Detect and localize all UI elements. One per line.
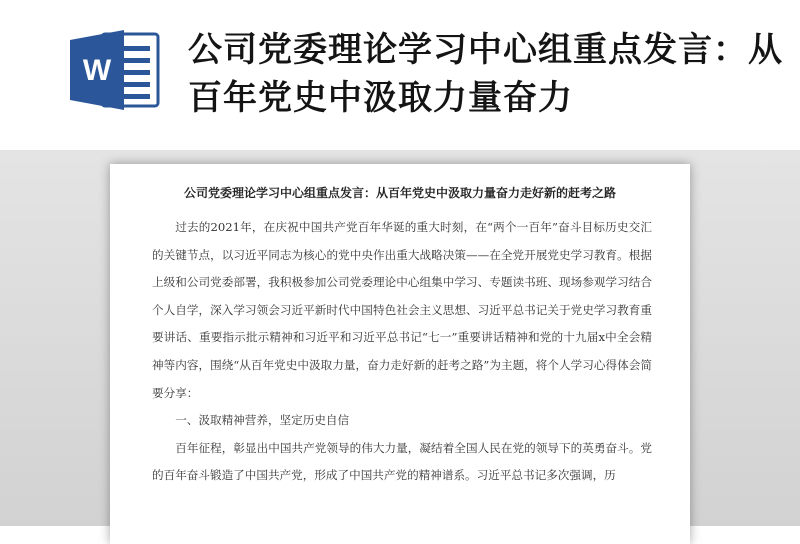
- paragraph-body-1: 百年征程，彰显出中国共产党领导的伟大力量，凝结着全国人民在党的领导下的英勇奋斗。党的百年奋斗锻造了中国共产党，形成了中国共产党的精神谱系。习近平总书记多次强调，历: [152, 440, 652, 483]
- paragraph-intro: 过去的2021年，在庆祝中国共产党百年华诞的重大时刻，在“两个一百年”奋斗目标历史交汇的关键节点，以习近平同志为核心的党中央作出重大战略决策——在全党开展党史学习教育。根据上级和公司党委部署，我积极参加公司党委理论中心组集中学习、专题读书班、现场参观学习结合个人自学，深入学习领会习近平新时代中国特色社会主义思想、习近平总书记关于党史学习教育重要讲话、重要指示批示精神和习近平和习近平总书记“七一”重要讲话精神和党的十九届x中全会精神等内容，围绕“从百年党史中汲取力量，奋力走好新的赶考之路”为主题，将个人学习心得体会简要分享：: [152, 220, 652, 400]
- document-title: 公司党委理论学习中心组重点发言：从百年党史中汲取力量奋力走好新的赶考之路: [183, 186, 616, 200]
- document-page: [110, 164, 690, 544]
- header: [0, 0, 800, 150]
- document-body: [152, 214, 652, 490]
- word-icon-letter: W: [82, 54, 112, 87]
- page-title: 公司党委理论学习中心组重点发言：从百年党史中汲取力量奋力: [188, 30, 783, 118]
- word-icon: [68, 28, 164, 112]
- paragraph-heading-1: 一、汲取精神营养，坚定历史自信: [175, 413, 350, 428]
